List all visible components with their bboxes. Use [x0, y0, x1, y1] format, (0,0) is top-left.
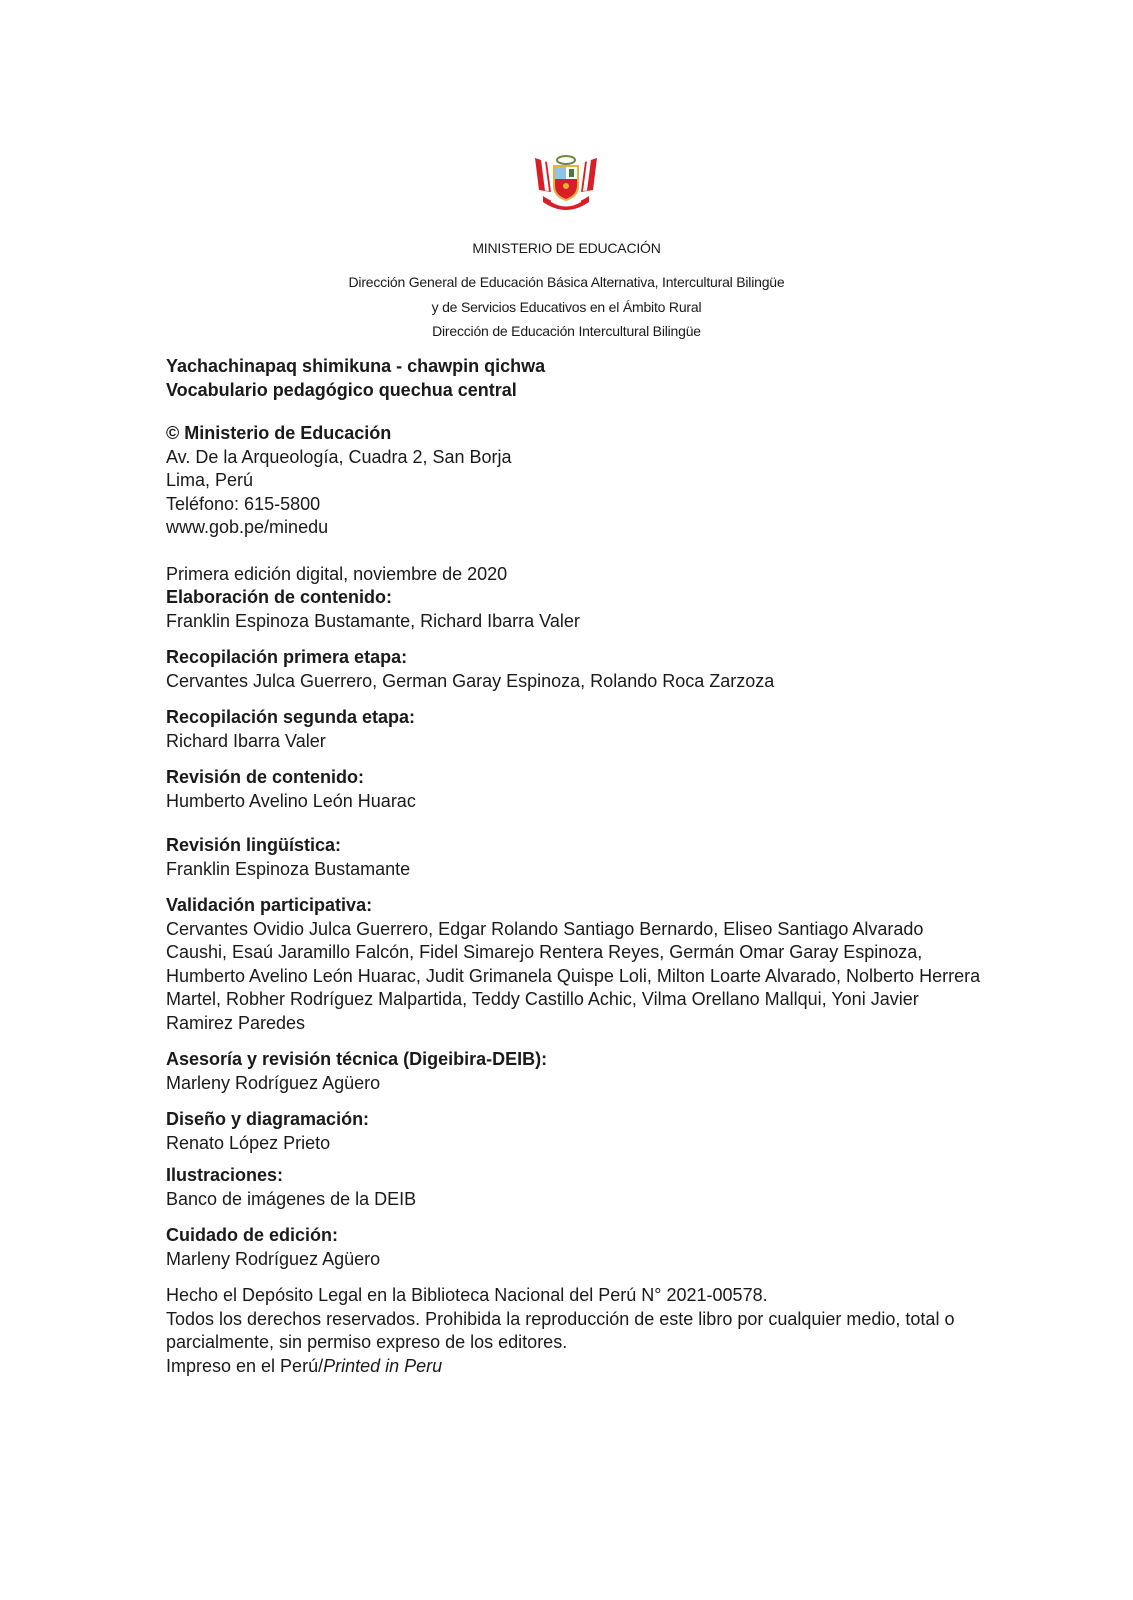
direction-line-1: Dirección General de Educación Básica Alternativa, Intercultural Bilingüe	[348, 274, 785, 290]
credit-item	[166, 1164, 986, 1211]
credit-value: Renato López Prieto	[166, 1132, 331, 1153]
credit-item	[166, 706, 986, 753]
credit-label: Validación participativa:	[166, 895, 373, 915]
rights-notice: Todos los derechos reservados. Prohibida la reproducción de este libro por cualquier medio, total o parcialmente, sin permiso expreso de los editores.	[166, 1308, 955, 1352]
credit-value: Humberto Avelino León Huarac	[166, 790, 416, 811]
credit-label: Diseño y diagramación:	[166, 1109, 370, 1129]
title-quechua: Yachachinapaq shimikuna - chawpin qichwa	[166, 356, 546, 376]
printed-in	[166, 1355, 986, 1379]
credit-item	[166, 1108, 986, 1155]
credit-item	[166, 1224, 986, 1271]
publisher-city: Lima, Perú	[166, 470, 254, 490]
direction-line-3: Dirección de Educación Intercultural Bilingüe	[432, 323, 701, 339]
credit-label: Revisión lingüística:	[166, 835, 342, 855]
credit-value: Richard Ibarra Valer	[166, 730, 326, 751]
title-spanish: Vocabulario pedagógico quechua central	[166, 379, 517, 400]
book-title	[166, 355, 986, 402]
credit-label: Elaboración de contenido:	[166, 587, 393, 607]
publisher-web: www.gob.pe/minedu	[166, 517, 329, 537]
credit-value: Marleny Rodríguez Agüero	[166, 1248, 381, 1269]
credit-value: Cervantes Julca Guerrero, German Garay Espinoza, Rolando Roca Zarzoza	[166, 670, 775, 691]
publisher-info	[166, 422, 986, 540]
credit-value: Franklin Espinoza Bustamante, Richard Ibarra Valer	[166, 610, 580, 631]
credit-item	[166, 586, 986, 633]
printed-spanish: Impreso en el Perú/	[166, 1355, 324, 1376]
credit-value: Marleny Rodríguez Agüero	[166, 1072, 381, 1093]
credit-label: Asesoría y revisión técnica (Digeibira-DEIB):	[166, 1049, 548, 1069]
ministry-name: MINISTERIO DE EDUCACIÓN	[472, 240, 661, 256]
credit-value: Franklin Espinoza Bustamante	[166, 858, 411, 879]
credit-label: Cuidado de edición:	[166, 1225, 339, 1245]
credit-label: Recopilación primera etapa:	[166, 647, 408, 667]
credit-label: Revisión de contenido:	[166, 767, 365, 787]
imprint-content	[166, 355, 986, 1378]
edition-line: Primera edición digital, noviembre de 2020	[166, 563, 508, 584]
publisher-address: Av. De la Arqueología, Cuadra 2, San Borja	[166, 446, 512, 467]
credit-item	[166, 646, 986, 693]
credit-value: Banco de imágenes de la DEIB	[166, 1188, 417, 1209]
credit-value: Cervantes Ovidio Julca Guerrero, Edgar Rolando Santiago Bernardo, Eliseo Santiago Alvarado Caushi, Esaú Jaramillo Falcón, Fidel Simarejo Rentera Reyes, Germán Omar Garay Espinoza, Humberto Avelino León Huarac, Judit Grimanela Quispe Loli, Milton Loarte Alvarado, Nolberto Herrera Martel, Robher Rodríguez Malpartida, Teddy Castillo Achic, Vilma Orellano Mallqui, Yoni Javier Ramirez Paredes	[166, 918, 981, 1033]
credit-item	[166, 1048, 986, 1095]
printed-english: Printed in Peru	[323, 1355, 443, 1376]
credit-item	[166, 894, 986, 1035]
credit-label: Recopilación segunda etapa:	[166, 707, 416, 727]
credit-item	[166, 766, 986, 813]
peru-coat-of-arms-icon	[531, 152, 601, 220]
direction-line-2: y de Servicios Educativos en el Ámbito Rural	[431, 299, 702, 315]
credit-label: Ilustraciones:	[166, 1165, 284, 1185]
publisher-phone: Teléfono: 615-5800	[166, 493, 321, 514]
copyright-line: © Ministerio de Educación	[166, 423, 392, 443]
credit-item	[166, 834, 986, 881]
legal-deposit: Hecho el Depósito Legal en la Biblioteca Nacional del Perú N° 2021-00578.	[166, 1285, 768, 1305]
